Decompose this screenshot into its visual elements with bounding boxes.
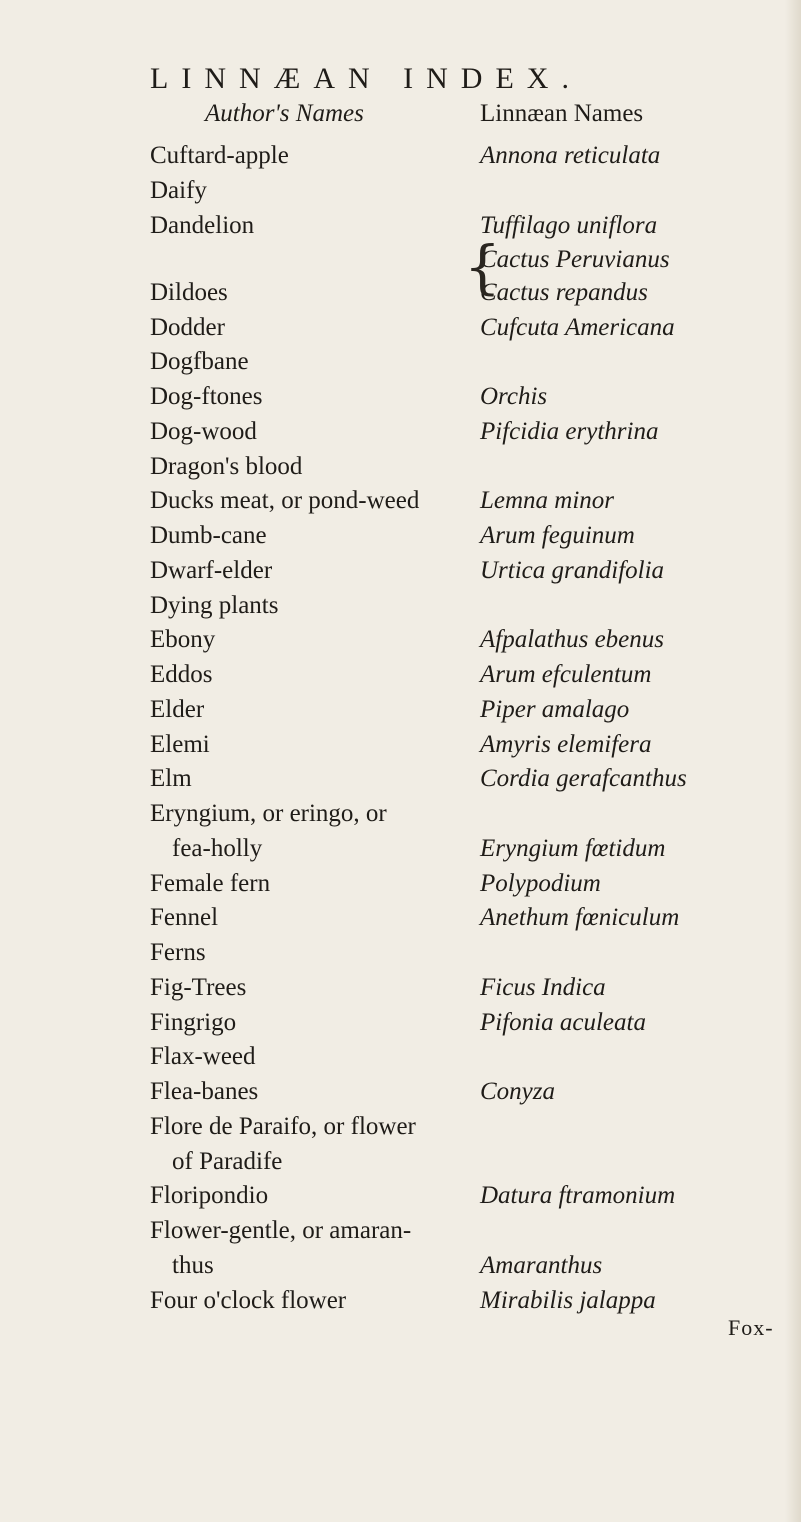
index-row [0, 626, 801, 662]
index-row [0, 870, 801, 906]
author-name: Floripondio [150, 1182, 269, 1209]
index-row [0, 142, 801, 178]
author-name: Flea-banes [150, 1078, 259, 1105]
author-name: Elm [150, 765, 192, 792]
index-row [0, 939, 801, 975]
index-row [0, 246, 801, 282]
index-row [0, 835, 801, 871]
linnaean-name: Conyza [480, 1078, 555, 1105]
linnaean-name: Datura ftramonium [480, 1182, 676, 1209]
index-row [0, 1148, 801, 1184]
linnaean-names-heading: Linnæan Names [480, 100, 644, 127]
author-name: Fig-Trees [150, 974, 247, 1001]
index-row [0, 1043, 801, 1079]
author-name: Dwarf-elder [150, 557, 273, 584]
index-row [0, 383, 801, 419]
index-row [0, 314, 801, 350]
linnaean-name: Urtica grandifolia [480, 557, 665, 584]
author-name: Four o'clock flower [150, 1287, 347, 1314]
linnaean-name: Pifcidia erythrina [480, 418, 659, 445]
brace-glyph: { [464, 233, 501, 301]
index-row [0, 557, 801, 593]
linnaean-name: Amyris elemifera [480, 731, 652, 758]
author-name: Flower-gentle, or amaran- [150, 1217, 412, 1244]
linnaean-name: Polypodium [480, 870, 601, 897]
index-row [0, 1182, 801, 1218]
author-name: Dodder [150, 314, 225, 341]
linnaean-name: Amaranthus [480, 1252, 603, 1279]
author-name: of Paradife [172, 1148, 283, 1175]
index-row [0, 592, 801, 628]
linnaean-name: Orchis [480, 383, 548, 410]
page-edge [785, 0, 801, 1522]
index-row [0, 904, 801, 940]
catchword: Fox- [728, 1315, 774, 1340]
author-name: Flax-weed [150, 1043, 256, 1070]
author-name: Eddos [150, 661, 213, 688]
index-row [0, 522, 801, 558]
author-name: Female fern [150, 870, 271, 897]
index-row [0, 1252, 801, 1288]
linnaean-name: Lemna minor [480, 487, 615, 514]
author-name: Fennel [150, 904, 219, 931]
linnaean-name: Tuffilago uniflora [480, 212, 658, 239]
author-name: Eryngium, or eringo, or [150, 800, 387, 827]
linnaean-name: Mirabilis jalappa [480, 1287, 656, 1314]
index-row [0, 418, 801, 454]
index-row [0, 279, 801, 315]
page-header: LINNÆAN INDEX. [150, 62, 582, 95]
index-row [0, 1009, 801, 1045]
author-name: thus [172, 1252, 214, 1279]
linnaean-name: Eryngium fœtidum [480, 835, 666, 862]
index-row [0, 1113, 801, 1149]
author-name: Ducks meat, or pond-weed [150, 487, 420, 514]
author-name: Fingrigo [150, 1009, 237, 1036]
author-name: Flore de Paraifo, or flower [150, 1113, 416, 1140]
author-name: Elemi [150, 731, 210, 758]
author-name: Dying plants [150, 592, 279, 619]
linnaean-name: Cordia gerafcanthus [480, 765, 687, 792]
author-name: Elder [150, 696, 205, 723]
index-row [0, 661, 801, 697]
linnaean-name: Cactus Peruvianus [480, 246, 670, 273]
linnaean-name: Annona reticulata [480, 142, 661, 169]
index-row [0, 1217, 801, 1253]
index-row [0, 696, 801, 732]
index-row [0, 765, 801, 801]
author-name: Dog-wood [150, 418, 257, 445]
author-name: Daify [150, 177, 207, 204]
linnaean-name: Cufcuta Americana [480, 314, 675, 341]
author-name: Dumb-cane [150, 522, 267, 549]
linnaean-name: Afpalathus ebenus [480, 626, 665, 653]
author-names-heading: Author's Names [205, 100, 364, 127]
author-name: Dandelion [150, 212, 255, 239]
author-name: Ebony [150, 626, 216, 653]
author-name: Dogfbane [150, 348, 249, 375]
linnaean-name: Arum efculentum [480, 661, 652, 688]
index-row [0, 1287, 801, 1323]
index-row [0, 348, 801, 384]
index-row [0, 731, 801, 767]
index-row [0, 800, 801, 836]
author-name: Dildoes [150, 279, 228, 306]
linnaean-name: Ficus Indica [480, 974, 606, 1001]
author-name: Ferns [150, 939, 206, 966]
index-row [0, 212, 801, 248]
linnaean-name: Pifonia aculeata [480, 1009, 646, 1036]
author-name: Cuftard-apple [150, 142, 289, 169]
index-row [0, 487, 801, 523]
index-row [0, 974, 801, 1010]
linnaean-name: Arum feguinum [480, 522, 635, 549]
index-row [0, 1078, 801, 1114]
index-row [0, 453, 801, 489]
author-name: Dragon's blood [150, 453, 303, 480]
linnaean-name: Anethum fœniculum [480, 904, 680, 931]
linnaean-name: Piper amalago [480, 696, 630, 723]
author-name: Dog-ftones [150, 383, 263, 410]
linnaean-name: Cactus repandus [480, 279, 648, 306]
author-name: fea-holly [172, 835, 263, 862]
index-row [0, 177, 801, 213]
